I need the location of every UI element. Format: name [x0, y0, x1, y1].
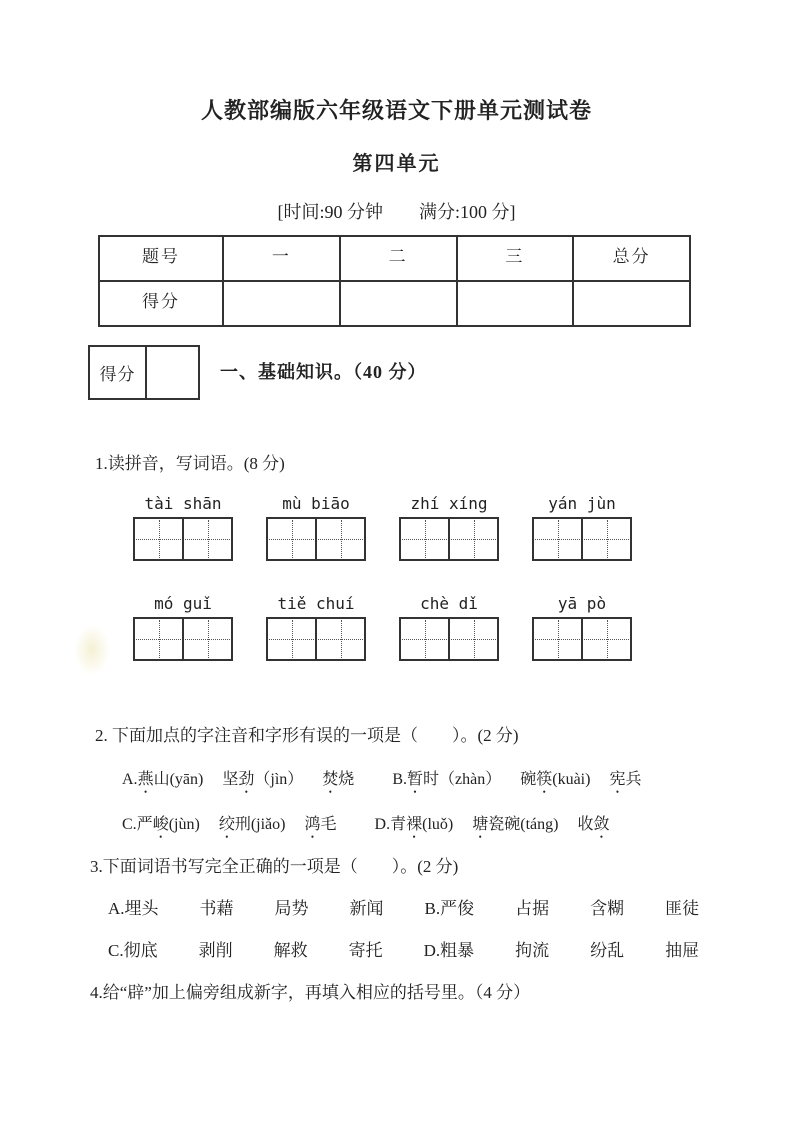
- option-word: A.埋头: [108, 899, 159, 918]
- option-word: 塘瓷碗(táng): [472, 816, 558, 833]
- option-word: 严峻(jùn): [137, 816, 200, 833]
- unit-title: 第四单元: [352, 153, 441, 175]
- option-word: 占据: [515, 899, 550, 918]
- q3-options-row-2: [108, 936, 699, 961]
- pinyin-label: yán jùn: [548, 494, 616, 513]
- scan-smudge-artifact: [74, 624, 110, 676]
- question-1-text: 1.读拼音，写词语。(8 分): [95, 454, 285, 473]
- table-corner-cell: 题号: [99, 236, 223, 281]
- option-word: B.严俊: [424, 899, 475, 918]
- option-letter: D.: [374, 816, 391, 833]
- emphasized-character: 焚: [322, 771, 339, 788]
- paper-title: 人教部编版六年级语文下册单元测试卷: [200, 98, 592, 123]
- pinyin-label: zhí xíng: [410, 494, 488, 513]
- option-word: 解救: [273, 941, 308, 960]
- option-word: 收敛: [577, 816, 609, 833]
- writing-grid: [133, 617, 233, 661]
- table-score-row: [99, 281, 690, 326]
- option-group: [122, 771, 354, 788]
- option-group: [375, 816, 610, 833]
- emphasized-character: 筷: [536, 771, 553, 788]
- option-group: [392, 771, 641, 788]
- pinyin-label: mù biāo: [282, 494, 350, 513]
- emphasized-character: 峻: [152, 816, 169, 833]
- question-3-text: 3.下面词语书写完全正确的一项是（ ）。(2 分): [90, 857, 459, 876]
- pinyin-grid-group: [266, 494, 366, 561]
- writing-cell: [315, 519, 364, 559]
- writing-cell: [534, 519, 581, 559]
- table-header-col-2: 二: [340, 236, 457, 281]
- option-word: D.粗暴: [423, 941, 475, 960]
- pinyin-grid-group: [399, 494, 499, 561]
- writing-cell: [135, 519, 182, 559]
- pinyin-grid-group: [266, 594, 366, 661]
- writing-grid: [532, 617, 632, 661]
- q2-options-row-2: [122, 811, 609, 834]
- emphasized-character: 暂: [406, 771, 423, 788]
- writing-cell: [182, 619, 231, 659]
- table-header-col-3: 三: [457, 236, 574, 281]
- score-cell-1: [223, 281, 340, 326]
- writing-grid: [399, 617, 499, 661]
- option-word: 绞刑(jiǎo): [219, 816, 286, 833]
- writing-cell: [315, 619, 364, 659]
- writing-cell: [182, 519, 231, 559]
- score-summary-table: [98, 235, 691, 327]
- time-score-info: [时间:90 分钟 满分:100 分]: [277, 202, 516, 222]
- option-word: 抽屉: [665, 941, 700, 960]
- score-cell-3: [457, 281, 574, 326]
- score-box-blank-cell: [147, 347, 198, 398]
- pinyin-grid-row-2: [133, 594, 632, 661]
- option-word: 纷乱: [590, 941, 625, 960]
- writing-grid: [266, 617, 366, 661]
- emphasized-character: 塘: [472, 816, 489, 833]
- writing-cell: [448, 519, 497, 559]
- table-row-label: 得分: [99, 281, 223, 326]
- pinyin-label: yā pò: [557, 594, 607, 613]
- pinyin-label: tiě chuí: [277, 594, 355, 613]
- option-letter: A.: [122, 771, 138, 788]
- emphasized-character: 敛: [593, 816, 610, 833]
- writing-cell: [581, 619, 630, 659]
- option-word: 寄托: [348, 941, 383, 960]
- pinyin-grid-group: [133, 594, 233, 661]
- option-word: 拘流: [515, 941, 550, 960]
- option-word: 燕山(yān): [138, 771, 204, 788]
- option-word: 局势: [274, 899, 309, 918]
- pinyin-grid-group: [532, 494, 632, 561]
- q2-options-row-1: [122, 766, 641, 789]
- pinyin-label: chè dǐ: [420, 594, 478, 613]
- writing-cell: [401, 619, 448, 659]
- emphasized-character: 绞: [218, 816, 235, 833]
- score-cell-total: [573, 281, 690, 326]
- section-score-box: [88, 345, 200, 400]
- option-word: C.彻底: [108, 941, 158, 960]
- writing-cell: [135, 619, 182, 659]
- writing-cell: [401, 519, 448, 559]
- option-word: 宪兵: [609, 771, 641, 788]
- score-cell-2: [340, 281, 457, 326]
- option-word: 暂时（zhàn）: [407, 771, 501, 788]
- writing-grid: [399, 517, 499, 561]
- option-group: [122, 816, 337, 833]
- writing-cell: [268, 519, 315, 559]
- option-word: 碗筷(kuài): [520, 771, 590, 788]
- emphasized-character: 劲: [238, 771, 255, 788]
- section-1-title: 一、基础知识。（40 分）: [220, 362, 427, 382]
- writing-grid: [266, 517, 366, 561]
- option-word: 坚劲（jìn）: [222, 771, 303, 788]
- pinyin-grid-group: [399, 594, 499, 661]
- writing-cell: [448, 619, 497, 659]
- option-word: 焚烧: [322, 771, 354, 788]
- option-letter: C.: [122, 816, 137, 833]
- option-word: 新闻: [349, 899, 384, 918]
- option-word: 书藉: [199, 899, 234, 918]
- option-word: 鸿毛: [304, 816, 336, 833]
- option-word: 匪徒: [665, 899, 700, 918]
- option-word: 含糊: [590, 899, 625, 918]
- option-word: 青裸(luǒ): [390, 816, 453, 833]
- writing-cell: [534, 619, 581, 659]
- pinyin-grid-row-1: [133, 494, 632, 561]
- emphasized-character: 燕: [137, 771, 154, 788]
- option-letter: B.: [392, 771, 407, 788]
- question-2-text: 2. 下面加点的字注音和字形有误的一项是（ ）。(2 分): [95, 726, 519, 745]
- emphasized-character: 宪: [609, 771, 626, 788]
- writing-grid: [532, 517, 632, 561]
- table-header-row: [99, 236, 690, 281]
- pinyin-label: mó guǐ: [154, 594, 212, 613]
- table-header-col-total: 总分: [573, 236, 690, 281]
- pinyin-label: tài shān: [144, 494, 222, 513]
- pinyin-grid-group: [532, 594, 632, 661]
- question-4-text: 4.给“辟”加上偏旁组成新字，再填入相应的括号里。（4 分）: [90, 983, 531, 1002]
- writing-grid: [133, 517, 233, 561]
- table-header-col-1: 一: [223, 236, 340, 281]
- emphasized-character: 裸: [406, 816, 423, 833]
- option-word: 剥削: [198, 941, 233, 960]
- emphasized-character: 鸿: [304, 816, 321, 833]
- score-box-label: 得分: [90, 347, 147, 398]
- pinyin-grid-group: [133, 494, 233, 561]
- writing-cell: [581, 519, 630, 559]
- q3-options-row-1: [108, 894, 699, 919]
- writing-cell: [268, 619, 315, 659]
